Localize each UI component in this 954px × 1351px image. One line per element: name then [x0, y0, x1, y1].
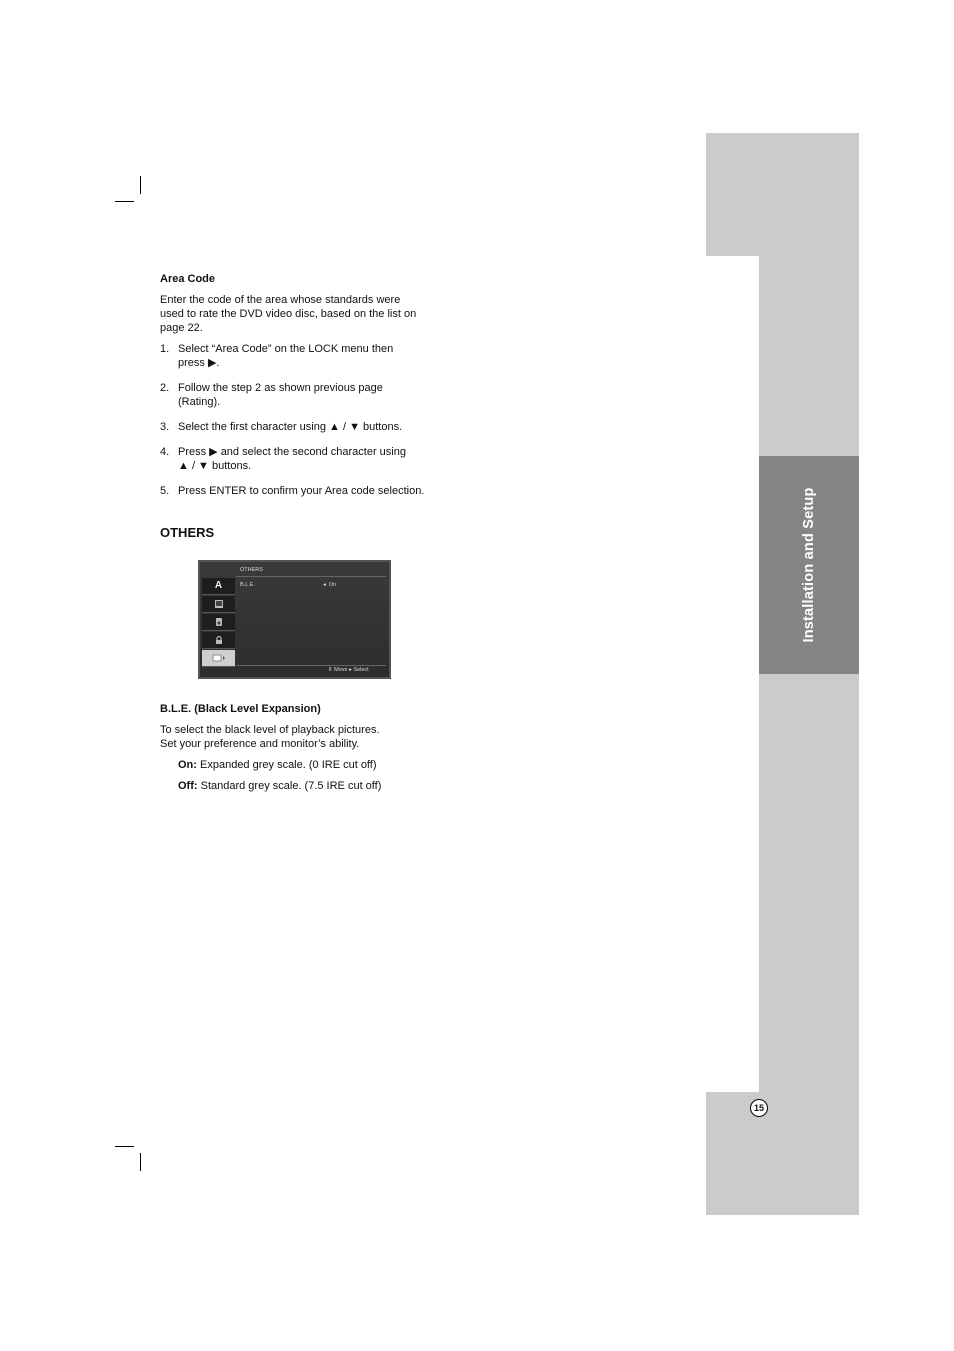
option-text: Standard grey scale. (7.5 IRE cut off)	[197, 780, 382, 792]
osd-ble-value: ◂ On	[323, 582, 337, 588]
step-number: 1.	[160, 343, 170, 355]
step-number: 2.	[160, 382, 170, 394]
step-number: 3.	[160, 421, 170, 433]
intro-line: Enter the code of the area whose standards were	[160, 294, 401, 306]
step-line: Press ▶ and select the second character using	[178, 446, 406, 458]
step-item	[160, 420, 460, 434]
step-line: ▲ / ▼ buttons.	[178, 460, 252, 472]
language-icon: A	[202, 578, 235, 595]
area-code-heading: Area Code	[160, 273, 216, 285]
lock-icon	[202, 632, 235, 649]
step-item	[160, 381, 460, 409]
step-line: Select the first character using ▲ / ▼ buttons.	[178, 421, 403, 433]
ble-description	[160, 723, 450, 751]
display-icon	[202, 596, 235, 613]
crop-mark	[115, 1146, 134, 1147]
osd-divider	[236, 665, 386, 666]
others-menu-screenshot	[198, 560, 391, 679]
intro-line: used to rate the DVD video disc, based on the list on	[160, 308, 417, 320]
step-line: press ▶.	[178, 357, 220, 369]
osd-icon-column	[202, 578, 235, 666]
step-line: Select “Area Code” on the LOCK menu then	[178, 343, 394, 355]
ble-option-off	[178, 779, 381, 793]
option-label: Off:	[178, 780, 198, 792]
osd-nav-hint: ⇕ Move ▸ Select	[328, 667, 369, 673]
step-line: (Rating).	[178, 396, 221, 408]
option-text: Expanded grey scale. (0 IRE cut off)	[196, 759, 377, 771]
ble-heading: B.L.E. (Black Level Expansion)	[160, 703, 321, 715]
osd-title: OTHERS	[240, 567, 263, 573]
osd-ble-label: B.L.E.	[240, 582, 255, 588]
crop-mark	[115, 201, 134, 202]
audio-icon	[202, 614, 235, 631]
step-item	[160, 445, 460, 473]
step-line: Follow the step 2 as shown previous page	[178, 382, 383, 394]
others-heading: OTHERS	[160, 525, 215, 540]
option-label: On:	[178, 759, 197, 771]
ble-option-on	[178, 758, 377, 772]
intro-line: page 22.	[160, 322, 203, 334]
crop-mark	[140, 1153, 141, 1171]
ble-desc-line: To select the black level of playback pictures.	[160, 724, 380, 736]
step-number: 5.	[160, 485, 170, 497]
section-tab-label: Installation and Setup	[801, 487, 817, 643]
step-item	[160, 484, 460, 498]
side-panel-bottom	[706, 1092, 859, 1215]
area-code-intro	[160, 293, 450, 335]
page-number: 15	[750, 1099, 768, 1117]
side-panel-strip	[759, 256, 859, 1092]
side-panel-top	[706, 133, 859, 256]
osd-divider	[236, 576, 386, 577]
ble-desc-line: Set your preference and monitor’s ability.	[160, 738, 360, 750]
step-number: 4.	[160, 446, 170, 458]
crop-mark	[140, 176, 141, 194]
step-item	[160, 342, 460, 370]
section-tab	[759, 456, 859, 674]
others-icon	[202, 650, 235, 667]
step-line: Press ENTER to confirm your Area code selection.	[178, 485, 425, 497]
osd-ble-value-text: On	[328, 582, 337, 588]
